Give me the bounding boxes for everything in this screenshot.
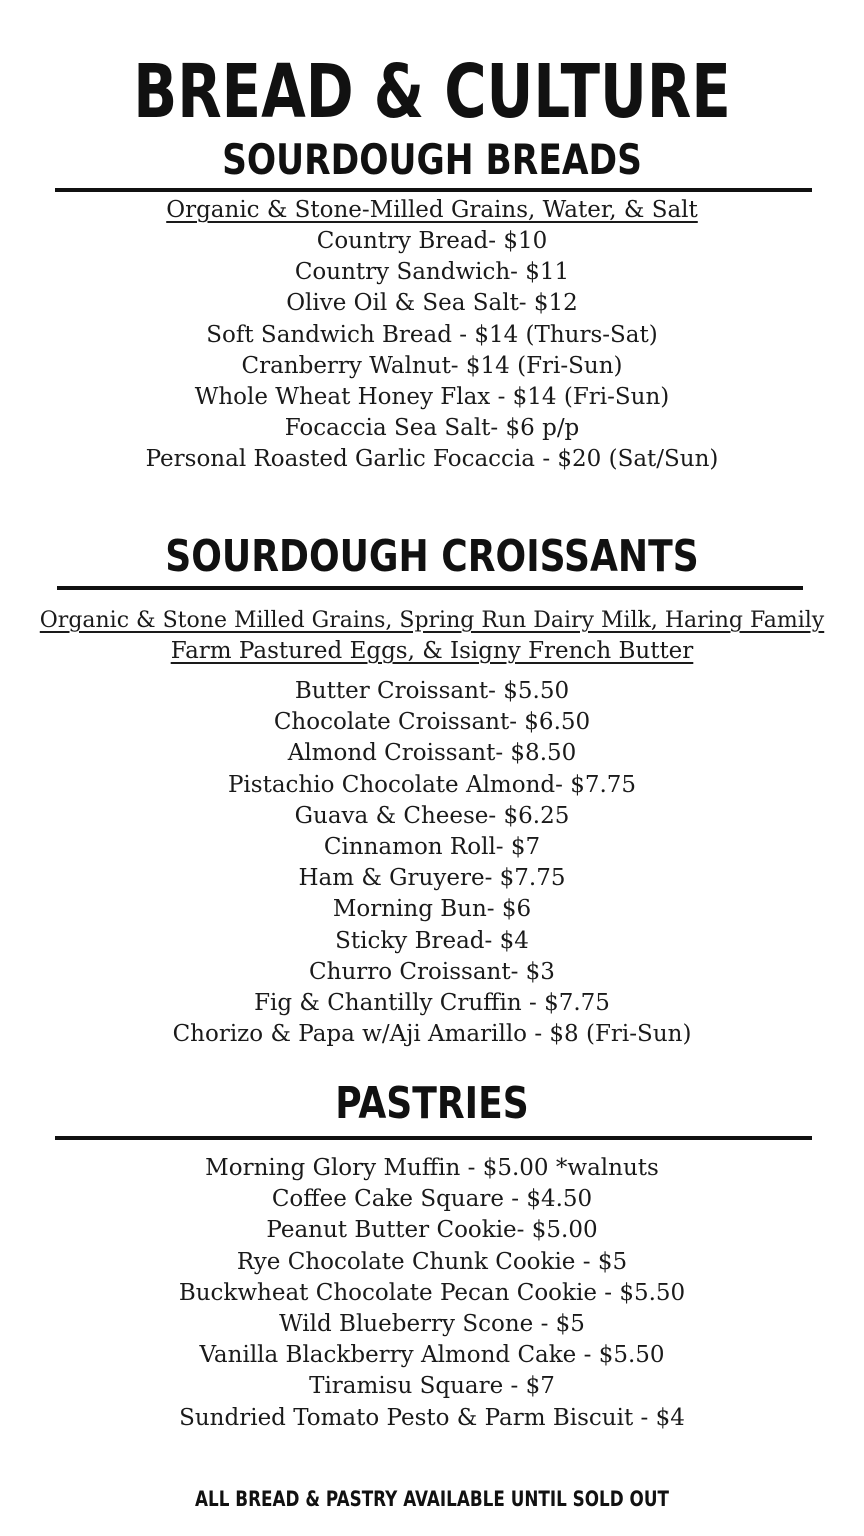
menu-item: Buckwheat Chocolate Pecan Cookie - $5.50 <box>178 1279 686 1306</box>
breads-list <box>0 226 864 476</box>
croissants-divider <box>57 586 803 590</box>
croissants-ingredients-note-line2: Farm Pastured Eggs, & Isigny French Butter <box>170 638 694 664</box>
menu-item: Country Sandwich- $11 <box>294 259 570 286</box>
pastries-divider <box>55 1136 812 1140</box>
menu-item: Cranberry Walnut- $14 (Fri-Sun) <box>241 352 623 379</box>
menu-item: Country Bread- $10 <box>316 228 548 254</box>
menu-item: Personal Roasted Garlic Focaccia - $20 (Sat/Sun) <box>145 446 719 473</box>
menu-item: Sundried Tomato Pesto & Parm Biscuit - $4 <box>179 1404 685 1431</box>
menu-item: Vanilla Blackberry Almond Cake - $5.50 <box>199 1342 665 1369</box>
menu-item: Rye Chocolate Chunk Cookie - $5 <box>236 1248 628 1275</box>
menu-item: Whole Wheat Honey Flax - $14 (Fri-Sun) <box>194 383 670 410</box>
menu-item: Sticky Bread- $4 <box>335 927 529 954</box>
menu-item: Chocolate Croissant- $6.50 <box>273 709 591 736</box>
pastries-heading: PASTRIES <box>335 1078 529 1129</box>
breads-divider <box>55 188 812 192</box>
menu-item: Chorizo & Papa w/Aji Amarillo - $8 (Fri-Sun) <box>172 1021 692 1048</box>
menu-item: Fig & Chantilly Cruffin - $7.75 <box>254 989 610 1016</box>
availability-note: ALL BREAD & PASTRY AVAILABLE UNTIL SOLD OUT <box>195 1487 669 1511</box>
menu-item: Butter Croissant- $5.50 <box>294 678 570 704</box>
menu-item: Almond Croissant- $8.50 <box>287 740 577 767</box>
menu-item: Cinnamon Roll- $7 <box>323 833 541 860</box>
menu-item: Focaccia Sea Salt- $6 p/p <box>284 415 580 442</box>
menu-item: Soft Sandwich Bread - $14 (Thurs-Sat) <box>206 321 658 348</box>
brand-title: BREAD & CULTURE <box>133 49 731 135</box>
pastries-list <box>0 1153 864 1434</box>
menu-item: Peanut Butter Cookie- $5.00 <box>266 1217 598 1244</box>
menu-item: Pistachio Chocolate Almond- $7.75 <box>227 771 637 798</box>
breads-ingredients-note: Organic & Stone-Milled Grains, Water, & Salt <box>166 197 698 223</box>
menu-item: Ham & Gruyere- $7.75 <box>298 865 566 892</box>
breads-heading: SOURDOUGH BREADS <box>222 135 642 184</box>
menu-item: Guava & Cheese- $6.25 <box>294 802 570 829</box>
menu-item: Morning Glory Muffin - $5.00 *walnuts <box>205 1155 659 1181</box>
menu-item: Morning Bun- $6 <box>332 896 532 923</box>
menu-item: Coffee Cake Square - $4.50 <box>271 1186 593 1213</box>
croissants-list <box>0 676 864 1050</box>
menu-item: Olive Oil & Sea Salt- $12 <box>286 290 578 317</box>
menu-item: Tiramisu Square - $7 <box>309 1373 555 1400</box>
croissants-heading: SOURDOUGH CROISSANTS <box>165 531 699 582</box>
menu-item: Wild Blueberry Scone - $5 <box>279 1310 585 1337</box>
croissants-ingredients-note-line1: Organic & Stone Milled Grains, Spring Run Dairy Milk, Haring Family <box>39 608 825 633</box>
menu-item: Churro Croissant- $3 <box>309 958 555 985</box>
